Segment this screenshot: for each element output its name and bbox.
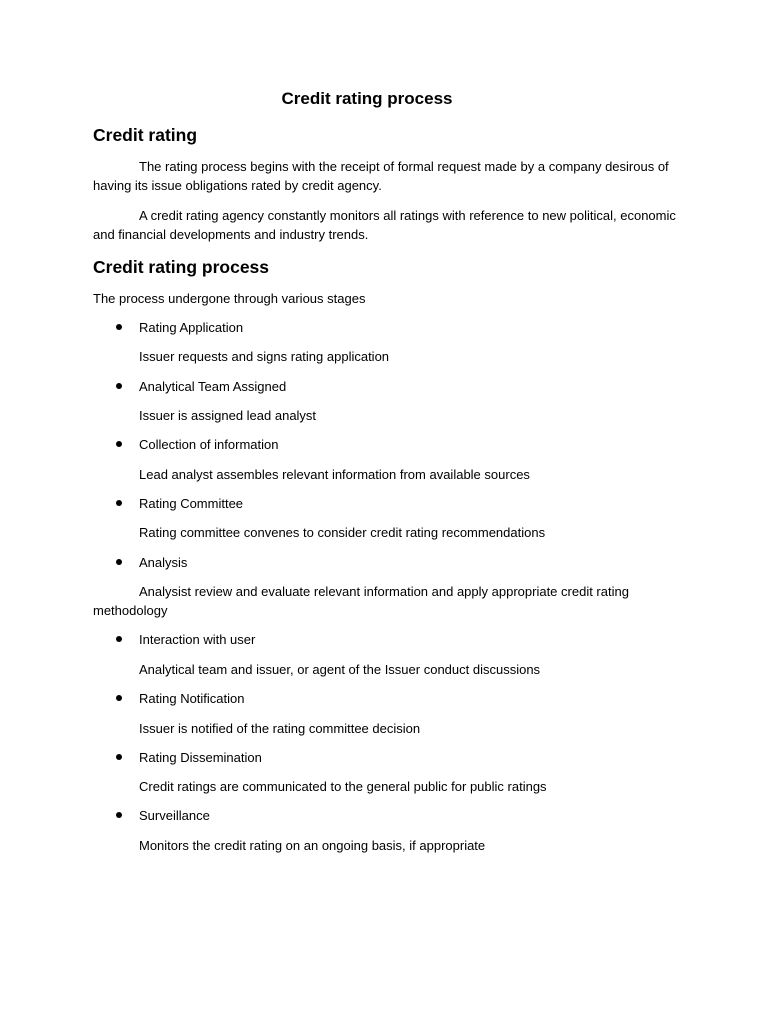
- list-item: [0, 630, 768, 649]
- bullet-icon: [116, 441, 122, 447]
- list-item: [0, 318, 768, 337]
- list-item: [0, 748, 768, 767]
- paragraph-rating-request: The rating process begins with the receipt of formal request made by a company desirous of having its issue obligations rated by credit agency.: [93, 159, 669, 193]
- stage-label: Rating Dissemination: [139, 750, 262, 765]
- list-item: [0, 377, 768, 396]
- list-item: [0, 553, 768, 572]
- bullet-icon: [116, 754, 122, 760]
- stage-label: Rating Application: [139, 320, 244, 335]
- stage-detail: Lead analyst assembles relevant information from available sources: [139, 467, 530, 482]
- stage-detail: Issuer is notified of the rating committee decision: [139, 721, 421, 736]
- stage-label: Surveillance: [139, 808, 210, 823]
- bullet-icon: [116, 812, 122, 818]
- stage-detail: Monitors the credit rating on an ongoing basis, if appropriate: [139, 838, 486, 853]
- bullet-icon: [116, 559, 122, 565]
- bullet-icon: [116, 383, 122, 389]
- bullet-icon: [116, 500, 122, 506]
- stage-detail: Analysist review and evaluate relevant information and apply appropriate credit rating methodology: [93, 584, 629, 618]
- stage-label: Interaction with user: [139, 632, 256, 647]
- bullet-icon: [116, 636, 122, 642]
- list-item: [0, 689, 768, 708]
- bullet-icon: [116, 695, 122, 701]
- stage-label: Rating Notification: [139, 691, 245, 706]
- stage-label: Collection of information: [139, 437, 279, 452]
- stage-label: Analytical Team Assigned: [139, 379, 287, 394]
- stage-detail: Analytical team and issuer, or agent of the Issuer conduct discussions: [139, 662, 541, 677]
- document-title: Credit rating process: [281, 89, 453, 108]
- process-intro: The process undergone through various stages: [93, 291, 366, 306]
- stage-detail: Rating committee convenes to consider credit rating recommendations: [139, 525, 546, 540]
- section-heading-credit-rating-process: Credit rating process: [93, 257, 270, 277]
- stage-detail: Credit ratings are communicated to the general public for public ratings: [139, 779, 547, 794]
- paragraph-rating-monitoring: A credit rating agency constantly monitors all ratings with reference to new political, economic and financial developments and industry trends.: [93, 208, 676, 242]
- bullet-icon: [116, 324, 122, 330]
- stage-detail: Issuer is assigned lead analyst: [139, 408, 317, 423]
- stage-label: Analysis: [139, 555, 188, 570]
- stage-detail: Issuer requests and signs rating application: [139, 349, 390, 364]
- list-item: [0, 435, 768, 454]
- stage-label: Rating Committee: [139, 496, 244, 511]
- section-heading-credit-rating: Credit rating: [93, 125, 198, 145]
- list-item: [0, 806, 768, 825]
- list-item: [0, 494, 768, 513]
